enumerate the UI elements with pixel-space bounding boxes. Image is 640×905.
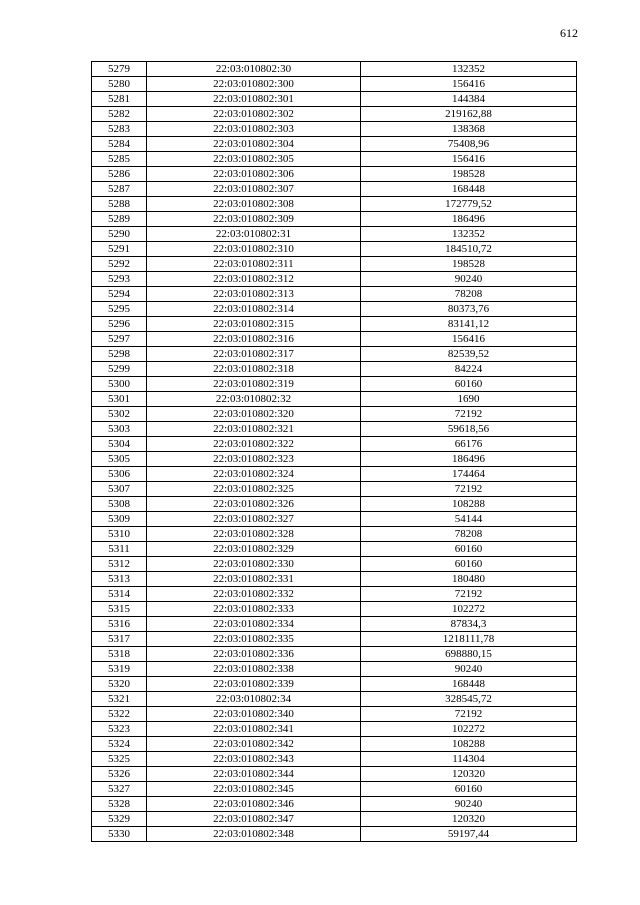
row-number-cell: 5326 [92, 767, 147, 782]
table-row [92, 287, 577, 302]
table-row [92, 167, 577, 182]
value-cell: 90240 [361, 797, 577, 812]
value-cell: 180480 [361, 572, 577, 587]
table-row [92, 752, 577, 767]
row-number-cell: 5293 [92, 272, 147, 287]
cadastral-number-cell: 22:03:010802:341 [147, 722, 361, 737]
row-number-cell: 5330 [92, 827, 147, 842]
cadastral-number-cell: 22:03:010802:34 [147, 692, 361, 707]
value-cell: 198528 [361, 167, 577, 182]
cadastral-number-cell: 22:03:010802:305 [147, 152, 361, 167]
table-row [92, 107, 577, 122]
value-cell: 156416 [361, 152, 577, 167]
table-row [92, 317, 577, 332]
cadastral-number-cell: 22:03:010802:312 [147, 272, 361, 287]
value-cell: 156416 [361, 332, 577, 347]
cadastral-number-cell: 22:03:010802:32 [147, 392, 361, 407]
cadastral-number-cell: 22:03:010802:304 [147, 137, 361, 152]
cadastral-number-cell: 22:03:010802:343 [147, 752, 361, 767]
value-cell: 78208 [361, 527, 577, 542]
cadastral-number-cell: 22:03:010802:313 [147, 287, 361, 302]
table-row [92, 542, 577, 557]
table-row [92, 152, 577, 167]
table-body [92, 62, 577, 842]
table-row [92, 467, 577, 482]
table-row [92, 362, 577, 377]
row-number-cell: 5279 [92, 62, 147, 77]
table-row [92, 227, 577, 242]
cadastral-number-cell: 22:03:010802:331 [147, 572, 361, 587]
table-row [92, 422, 577, 437]
row-number-cell: 5285 [92, 152, 147, 167]
value-cell: 60160 [361, 542, 577, 557]
cadastral-number-cell: 22:03:010802:307 [147, 182, 361, 197]
value-cell: 1690 [361, 392, 577, 407]
value-cell: 59618,56 [361, 422, 577, 437]
table-row [92, 437, 577, 452]
table-row [92, 692, 577, 707]
table-row [92, 767, 577, 782]
table-row [92, 122, 577, 137]
row-number-cell: 5306 [92, 467, 147, 482]
cadastral-number-cell: 22:03:010802:317 [147, 347, 361, 362]
row-number-cell: 5290 [92, 227, 147, 242]
cadastral-number-cell: 22:03:010802:308 [147, 197, 361, 212]
table-row [92, 737, 577, 752]
value-cell: 186496 [361, 212, 577, 227]
row-number-cell: 5284 [92, 137, 147, 152]
row-number-cell: 5292 [92, 257, 147, 272]
row-number-cell: 5304 [92, 437, 147, 452]
cadastral-number-cell: 22:03:010802:311 [147, 257, 361, 272]
row-number-cell: 5300 [92, 377, 147, 392]
row-number-cell: 5288 [92, 197, 147, 212]
table-row [92, 632, 577, 647]
cadastral-number-cell: 22:03:010802:327 [147, 512, 361, 527]
value-cell: 66176 [361, 437, 577, 452]
table-row [92, 407, 577, 422]
table-row [92, 137, 577, 152]
value-cell: 90240 [361, 272, 577, 287]
value-cell: 138368 [361, 122, 577, 137]
row-number-cell: 5322 [92, 707, 147, 722]
cadastral-number-cell: 22:03:010802:338 [147, 662, 361, 677]
value-cell: 78208 [361, 287, 577, 302]
table-row [92, 182, 577, 197]
value-cell: 132352 [361, 62, 577, 77]
table-row [92, 812, 577, 827]
value-cell: 90240 [361, 662, 577, 677]
value-cell: 72192 [361, 407, 577, 422]
value-cell: 132352 [361, 227, 577, 242]
cadastral-number-cell: 22:03:010802:347 [147, 812, 361, 827]
value-cell: 72192 [361, 587, 577, 602]
cadastral-number-cell: 22:03:010802:324 [147, 467, 361, 482]
cadastral-number-cell: 22:03:010802:336 [147, 647, 361, 662]
row-number-cell: 5307 [92, 482, 147, 497]
table-row [92, 512, 577, 527]
value-cell: 120320 [361, 767, 577, 782]
row-number-cell: 5312 [92, 557, 147, 572]
value-cell: 72192 [361, 482, 577, 497]
value-cell: 168448 [361, 182, 577, 197]
row-number-cell: 5296 [92, 317, 147, 332]
value-cell: 59197,44 [361, 827, 577, 842]
table-row [92, 482, 577, 497]
cadastral-number-cell: 22:03:010802:300 [147, 77, 361, 92]
row-number-cell: 5299 [92, 362, 147, 377]
row-number-cell: 5310 [92, 527, 147, 542]
cadastral-number-cell: 22:03:010802:333 [147, 602, 361, 617]
table-row [92, 722, 577, 737]
value-cell: 72192 [361, 707, 577, 722]
cadastral-number-cell: 22:03:010802:321 [147, 422, 361, 437]
cadastral-number-cell: 22:03:010802:318 [147, 362, 361, 377]
value-cell: 102272 [361, 602, 577, 617]
row-number-cell: 5294 [92, 287, 147, 302]
row-number-cell: 5287 [92, 182, 147, 197]
table-row [92, 302, 577, 317]
table-row [92, 587, 577, 602]
value-cell: 120320 [361, 812, 577, 827]
cadastral-number-cell: 22:03:010802:30 [147, 62, 361, 77]
cadastral-number-cell: 22:03:010802:335 [147, 632, 361, 647]
cadastral-number-cell: 22:03:010802:319 [147, 377, 361, 392]
value-cell: 328545,72 [361, 692, 577, 707]
cadastral-number-cell: 22:03:010802:301 [147, 92, 361, 107]
row-number-cell: 5282 [92, 107, 147, 122]
value-cell: 82539,52 [361, 347, 577, 362]
value-cell: 184510,72 [361, 242, 577, 257]
value-cell: 60160 [361, 377, 577, 392]
value-cell: 186496 [361, 452, 577, 467]
row-number-cell: 5329 [92, 812, 147, 827]
cadastral-number-cell: 22:03:010802:322 [147, 437, 361, 452]
value-cell: 108288 [361, 497, 577, 512]
row-number-cell: 5327 [92, 782, 147, 797]
table-row [92, 557, 577, 572]
row-number-cell: 5308 [92, 497, 147, 512]
table-row [92, 377, 577, 392]
value-cell: 114304 [361, 752, 577, 767]
table-row [92, 332, 577, 347]
row-number-cell: 5321 [92, 692, 147, 707]
table-row [92, 707, 577, 722]
cadastral-number-cell: 22:03:010802:309 [147, 212, 361, 227]
value-cell: 54144 [361, 512, 577, 527]
value-cell: 1218111,78 [361, 632, 577, 647]
cadastral-number-cell: 22:03:010802:323 [147, 452, 361, 467]
value-cell: 198528 [361, 257, 577, 272]
cadastral-number-cell: 22:03:010802:330 [147, 557, 361, 572]
value-cell: 84224 [361, 362, 577, 377]
value-cell: 102272 [361, 722, 577, 737]
cadastral-value-table [91, 61, 577, 842]
row-number-cell: 5313 [92, 572, 147, 587]
cadastral-number-cell: 22:03:010802:314 [147, 302, 361, 317]
table-row [92, 497, 577, 512]
row-number-cell: 5318 [92, 647, 147, 662]
table-row [92, 677, 577, 692]
table-row [92, 257, 577, 272]
row-number-cell: 5319 [92, 662, 147, 677]
row-number-cell: 5324 [92, 737, 147, 752]
value-cell: 87834,3 [361, 617, 577, 632]
table-row [92, 242, 577, 257]
cadastral-number-cell: 22:03:010802:345 [147, 782, 361, 797]
value-cell: 168448 [361, 677, 577, 692]
cadastral-number-cell: 22:03:010802:303 [147, 122, 361, 137]
table-row [92, 452, 577, 467]
table-row [92, 347, 577, 362]
table-row [92, 647, 577, 662]
row-number-cell: 5316 [92, 617, 147, 632]
cadastral-number-cell: 22:03:010802:339 [147, 677, 361, 692]
cadastral-number-cell: 22:03:010802:342 [147, 737, 361, 752]
table-row [92, 62, 577, 77]
table-row [92, 602, 577, 617]
row-number-cell: 5289 [92, 212, 147, 227]
cadastral-number-cell: 22:03:010802:306 [147, 167, 361, 182]
value-cell: 60160 [361, 557, 577, 572]
row-number-cell: 5302 [92, 407, 147, 422]
cadastral-number-cell: 22:03:010802:348 [147, 827, 361, 842]
table-row [92, 92, 577, 107]
cadastral-number-cell: 22:03:010802:31 [147, 227, 361, 242]
row-number-cell: 5314 [92, 587, 147, 602]
cadastral-number-cell: 22:03:010802:340 [147, 707, 361, 722]
row-number-cell: 5280 [92, 77, 147, 92]
cadastral-number-cell: 22:03:010802:325 [147, 482, 361, 497]
table-row [92, 77, 577, 92]
page-number: 612 [560, 26, 578, 40]
value-cell: 60160 [361, 782, 577, 797]
row-number-cell: 5323 [92, 722, 147, 737]
value-cell: 698880,15 [361, 647, 577, 662]
row-number-cell: 5281 [92, 92, 147, 107]
value-cell: 156416 [361, 77, 577, 92]
value-cell: 219162,88 [361, 107, 577, 122]
value-cell: 108288 [361, 737, 577, 752]
row-number-cell: 5320 [92, 677, 147, 692]
table-row [92, 827, 577, 842]
row-number-cell: 5303 [92, 422, 147, 437]
cadastral-number-cell: 22:03:010802:346 [147, 797, 361, 812]
value-cell: 80373,76 [361, 302, 577, 317]
table-row [92, 197, 577, 212]
value-cell: 144384 [361, 92, 577, 107]
value-cell: 172779,52 [361, 197, 577, 212]
row-number-cell: 5315 [92, 602, 147, 617]
row-number-cell: 5309 [92, 512, 147, 527]
table-row [92, 272, 577, 287]
cadastral-number-cell: 22:03:010802:310 [147, 242, 361, 257]
row-number-cell: 5328 [92, 797, 147, 812]
row-number-cell: 5297 [92, 332, 147, 347]
cadastral-number-cell: 22:03:010802:315 [147, 317, 361, 332]
cadastral-number-cell: 22:03:010802:332 [147, 587, 361, 602]
cadastral-number-cell: 22:03:010802:320 [147, 407, 361, 422]
cadastral-number-cell: 22:03:010802:344 [147, 767, 361, 782]
row-number-cell: 5301 [92, 392, 147, 407]
row-number-cell: 5317 [92, 632, 147, 647]
table-row [92, 617, 577, 632]
table-row [92, 572, 577, 587]
cadastral-number-cell: 22:03:010802:316 [147, 332, 361, 347]
row-number-cell: 5286 [92, 167, 147, 182]
row-number-cell: 5325 [92, 752, 147, 767]
table-row [92, 782, 577, 797]
row-number-cell: 5311 [92, 542, 147, 557]
cadastral-number-cell: 22:03:010802:334 [147, 617, 361, 632]
value-cell: 75408,96 [361, 137, 577, 152]
value-cell: 174464 [361, 467, 577, 482]
row-number-cell: 5283 [92, 122, 147, 137]
table-row [92, 392, 577, 407]
table-row [92, 662, 577, 677]
table-row [92, 527, 577, 542]
cadastral-number-cell: 22:03:010802:329 [147, 542, 361, 557]
cadastral-number-cell: 22:03:010802:302 [147, 107, 361, 122]
row-number-cell: 5305 [92, 452, 147, 467]
value-cell: 83141,12 [361, 317, 577, 332]
table-row [92, 797, 577, 812]
row-number-cell: 5295 [92, 302, 147, 317]
table-row [92, 212, 577, 227]
cadastral-number-cell: 22:03:010802:328 [147, 527, 361, 542]
row-number-cell: 5291 [92, 242, 147, 257]
row-number-cell: 5298 [92, 347, 147, 362]
cadastral-number-cell: 22:03:010802:326 [147, 497, 361, 512]
